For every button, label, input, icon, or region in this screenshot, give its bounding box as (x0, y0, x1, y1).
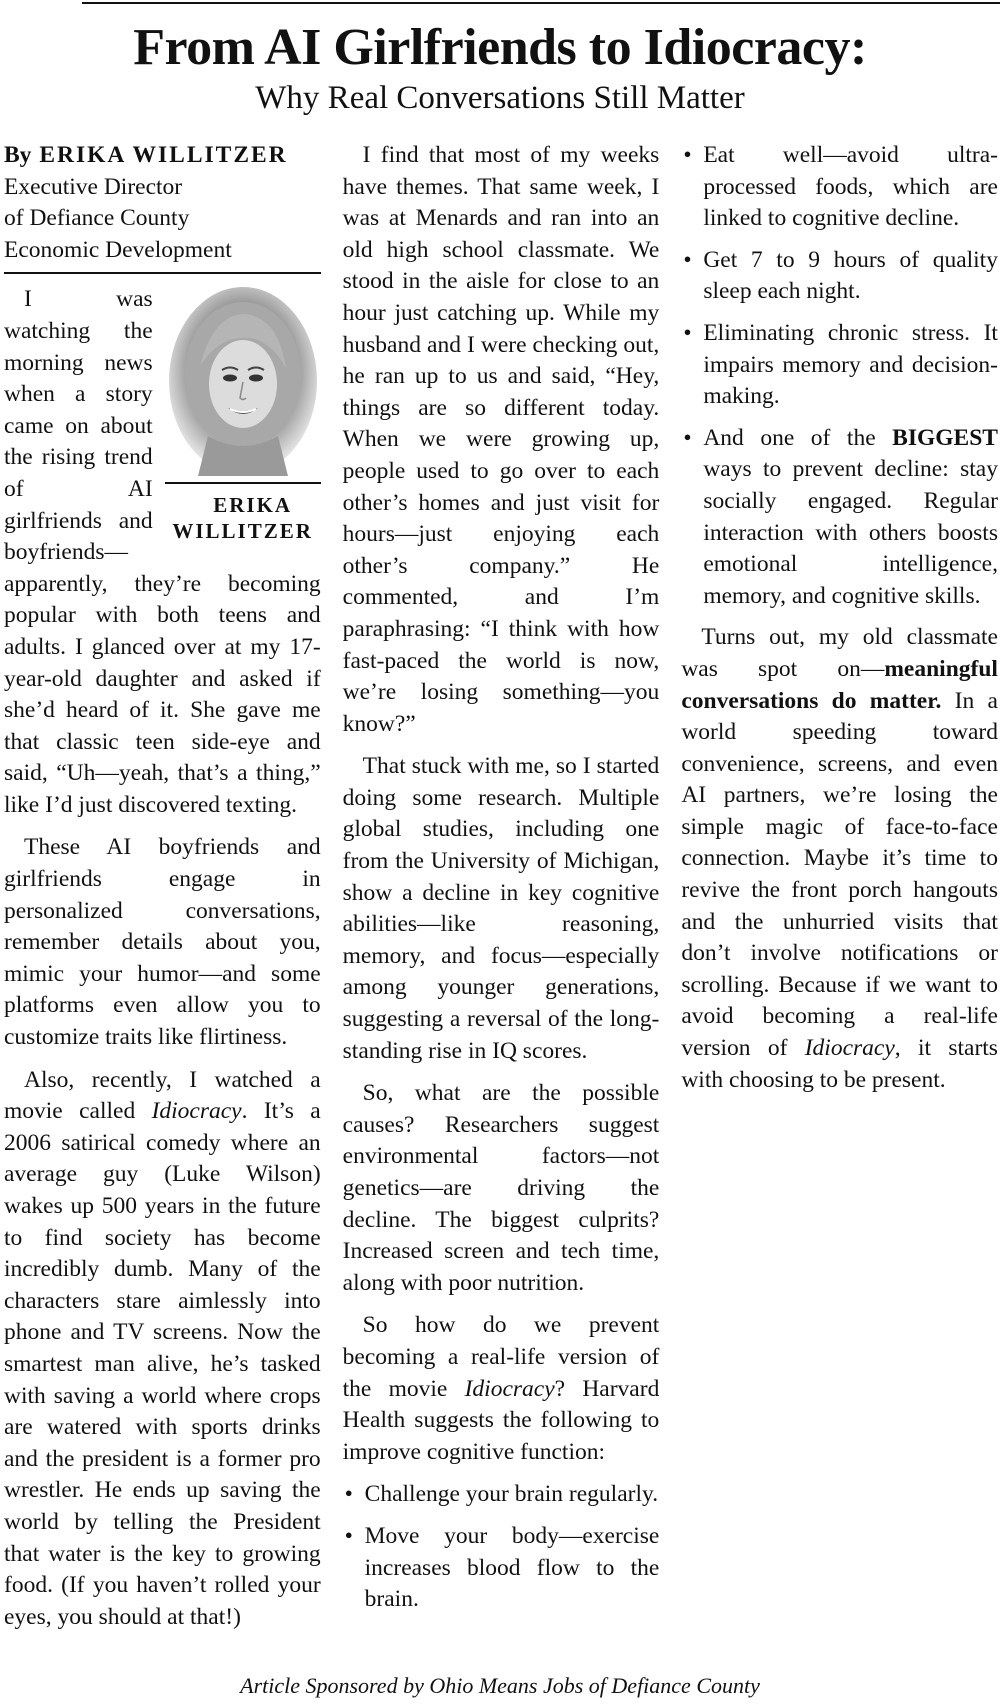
subheadline: Why Real Conversations Still Matter (255, 80, 745, 116)
byline-author: ERIKA WILLITZER (39, 142, 288, 168)
paragraph-1-text: I was watching the morning news when a story came on about the rising trend of AI girlfriends and boyfriends—apparently, they’re becoming popular with both teens and adults. I glanced over at my 17-year-old daughter and asked if she’d heard of it. She gave me that classic teen side-eye and said, “Uh—yeah, that’s a thing,” like I’d just discovered texting. (4, 286, 321, 818)
paragraph-7 (343, 1310, 660, 1468)
photo-rule (165, 482, 321, 484)
headline: From AI Girlfriends to Idiocracy: (133, 19, 867, 76)
paragraph-8-text-a: Turns out, my old classmate was spot on— (681, 624, 998, 682)
sponsor-footer: Article Sponsored by Ohio Means Jobs of Defiance County (240, 1673, 760, 1698)
top-rule (82, 2, 1000, 4)
list-item: • Eat well—avoid ultra-processed foods, which are linked to cognitive decline. (681, 140, 998, 235)
author-portrait-image (168, 286, 318, 476)
list-item: • Challenge your brain regularly. (343, 1479, 660, 1511)
author-photo-box (165, 286, 321, 544)
paragraph-8-text-b: In a world speeding toward convenience, screens, and even AI partners, we’re losing the simple magic of face-to-face connection. Maybe it’s time to revive the front porch hangouts and the unhurried visits that don’t involve notifications or scrolling. Because if we want to avoid becoming a real-life version of (681, 687, 998, 1062)
list-item: • Get 7 to 9 hours of quality sleep each night. (681, 245, 998, 308)
paragraph-4: I find that most of my weeks have themes. That same week, I was at Menards and ran into an old high school classmate. We stood in the aisle for close to an hour just catching up. While my husband and I were checking out, he ran up to us and said, “Hey, things are so different today. When we were growing up, people used to go over to each other’s homes and just visit for hours—just enjoying each other’s company.” He commented, and I’m paraphrasing: “I think with how fast-paced the world is now, we’re losing something—you know?” (342, 142, 660, 737)
paragraph-3 (4, 1065, 321, 1634)
movie-title: Idiocracy (464, 1375, 555, 1402)
paragraph-3-text-a: Also, recently, I watched a movie called (4, 1066, 321, 1125)
paragraph-8-bold: meaningful conversations do matter. (681, 655, 998, 714)
movie-title: Idiocracy (804, 1035, 895, 1062)
byline-by: By (4, 142, 32, 168)
byline (4, 140, 321, 274)
tip-6-text-b: ways to prevent decline: stay socially engaged. Regular interaction with others boosts emotional intelligence, memory, and cognitive skills. (703, 456, 998, 609)
byline-title-2: of Defiance County (4, 205, 190, 232)
byline-title-3: Economic Development (4, 236, 232, 263)
paragraph-3-text-b: . It’s a 2006 satirical comedy where an average guy (Luke Wilson) wakes up 500 years in the future to find society has become incredibly dumb. Many of the characters stare aimlessly into phone and TV screens. Now the smartest man alive, he’s tasked with saving a world where crops are watered with sports drinks and the president is a former pro wrestler. He ends up saving the world by telling the President that water is the key to growing food. (If you haven’t rolled your eyes, you should at that!) (4, 1098, 321, 1630)
photo-caption: ERIKA WILLITZER (172, 493, 313, 544)
tip-6-text-a: And one of the (703, 424, 893, 451)
article-body (4, 140, 998, 1665)
list-item: • Move your body—exercise increases blood flow to the brain. (343, 1521, 660, 1616)
list-item (681, 423, 998, 613)
paragraph-8 (681, 622, 998, 1096)
paragraph-1 (4, 284, 321, 821)
list-item: • Eliminating chronic stress. It impairs memory and decision-making. (681, 318, 998, 413)
paragraph-6: So, what are the possible causes? Researchers suggest environmental factors—not genetics—are driving the decline. The biggest culprits? Increased screen and tech time, along with poor nutrition. (342, 1080, 660, 1296)
paragraph-5: That stuck with me, so I started doing some research. Multiple global studies, including one from the University of Michigan, show a decline in key cognitive abilities—like reasoning, memory, and focus—especially among younger generations, suggesting a reversal of the long-standing rise in IQ scores. (342, 753, 660, 1064)
paragraph-8-text-c: , it starts with choosing to be present. (681, 1035, 998, 1093)
paragraph-2: These AI boyfriends and girlfriends engage in personalized conversations, remember details about you, mimic your humor—and some platforms even allow you to customize traits like flirtiness. (4, 834, 321, 1051)
byline-title-1: Executive Director (4, 173, 183, 200)
tip-6-bold: BIGGEST (892, 424, 998, 451)
movie-title: Idiocracy (151, 1098, 242, 1125)
paragraph-7-text-a: So how do we prevent becoming a real-life version of the movie (342, 1312, 660, 1402)
paragraph-7-text-b: ? Harvard Health suggests the following to improve cognitive function: (342, 1375, 660, 1465)
